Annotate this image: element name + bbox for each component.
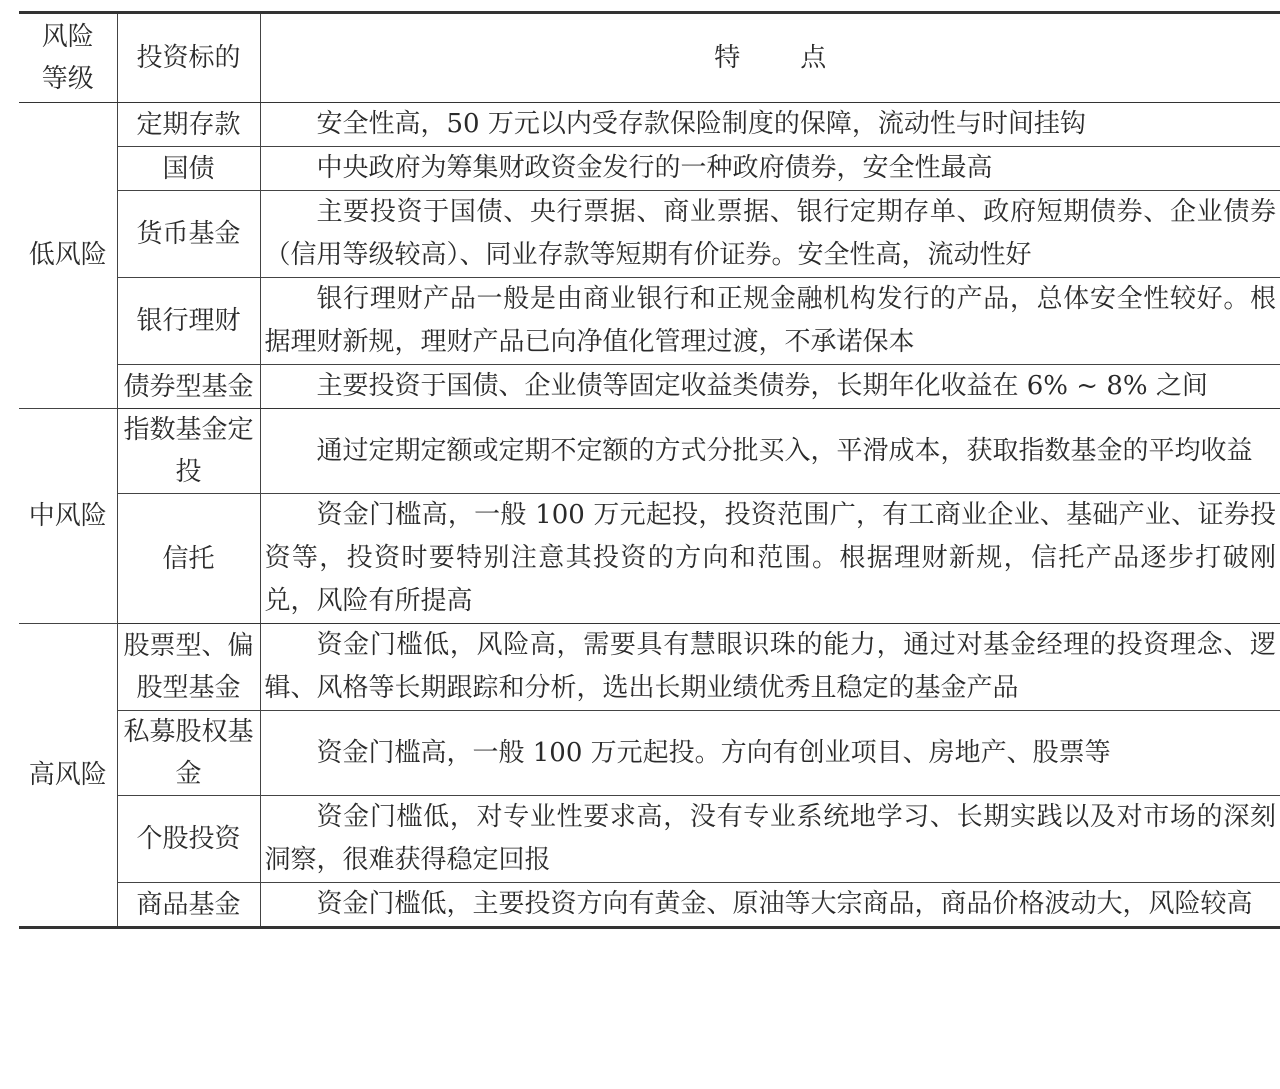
- table-row: [19, 494, 1280, 624]
- risk-level-medium: 中风险: [19, 409, 117, 624]
- target-name: 股票型、偏股型基金: [117, 624, 260, 711]
- table-row: [19, 365, 1280, 409]
- target-name: 信托: [117, 494, 260, 624]
- investment-risk-table: [19, 11, 1280, 929]
- target-desc: 主要投资于国债、企业债等固定收益类债券，长期年化收益在 6% ~ 8% 之间: [260, 365, 1280, 409]
- table-row: [19, 147, 1280, 191]
- target-desc: 银行理财产品一般是由商业银行和正规金融机构发行的产品，总体安全性较好。根据理财新规，理财产品已向净值化管理过渡，不承诺保本: [260, 278, 1280, 365]
- risk-level-high: 高风险: [19, 624, 117, 928]
- header-target: 投资标的: [117, 13, 260, 103]
- table-row: [19, 796, 1280, 883]
- table-row: [19, 103, 1280, 147]
- target-desc: 资金门槛低，主要投资方向有黄金、原油等大宗商品，商品价格波动大，风险较高: [260, 883, 1280, 928]
- target-name: 商品基金: [117, 883, 260, 928]
- header-row: [19, 13, 1280, 103]
- target-name: 银行理财: [117, 278, 260, 365]
- target-desc: 主要投资于国债、央行票据、商业票据、银行定期存单、政府短期债券、企业债券（信用等级较高）、同业存款等短期有价证券。安全性高，流动性好: [260, 191, 1280, 278]
- table-row: [19, 191, 1280, 278]
- target-desc: 资金门槛低，对专业性要求高，没有专业系统地学习、长期实践以及对市场的深刻洞察，很难获得稳定回报: [260, 796, 1280, 883]
- target-name: 私募股权基金: [117, 711, 260, 796]
- header-risk-level: 风险 等级: [19, 13, 117, 103]
- target-name: 国债: [117, 147, 260, 191]
- target-desc: 中央政府为筹集财政资金发行的一种政府债券，安全性最高: [260, 147, 1280, 191]
- table-row: [19, 278, 1280, 365]
- target-desc: 安全性高，50 万元以内受存款保险制度的保障，流动性与时间挂钩: [260, 103, 1280, 147]
- target-name: 债券型基金: [117, 365, 260, 409]
- target-name: 定期存款: [117, 103, 260, 147]
- risk-level-low: 低风险: [19, 103, 117, 409]
- target-name: 个股投资: [117, 796, 260, 883]
- table-row: [19, 711, 1280, 796]
- target-desc: 通过定期定额或定期不定额的方式分批买入，平滑成本，获取指数基金的平均收益: [260, 409, 1280, 494]
- target-desc: 资金门槛高，一般 100 万元起投，投资范围广，有工商业企业、基础产业、证券投资等，投资时要特别注意其投资的方向和范围。根据理财新规，信托产品逐步打破刚兑，风险有所提高: [260, 494, 1280, 624]
- table-row: [19, 624, 1280, 711]
- table-row: [19, 883, 1280, 928]
- target-desc: 资金门槛高，一般 100 万元起投。方向有创业项目、房地产、股票等: [260, 711, 1280, 796]
- header-features: 特点: [260, 13, 1280, 103]
- target-name: 指数基金定投: [117, 409, 260, 494]
- target-desc: 资金门槛低，风险高，需要具有慧眼识珠的能力，通过对基金经理的投资理念、逻辑、风格等长期跟踪和分析，选出长期业绩优秀且稳定的基金产品: [260, 624, 1280, 711]
- table-row: [19, 409, 1280, 494]
- target-name: 货币基金: [117, 191, 260, 278]
